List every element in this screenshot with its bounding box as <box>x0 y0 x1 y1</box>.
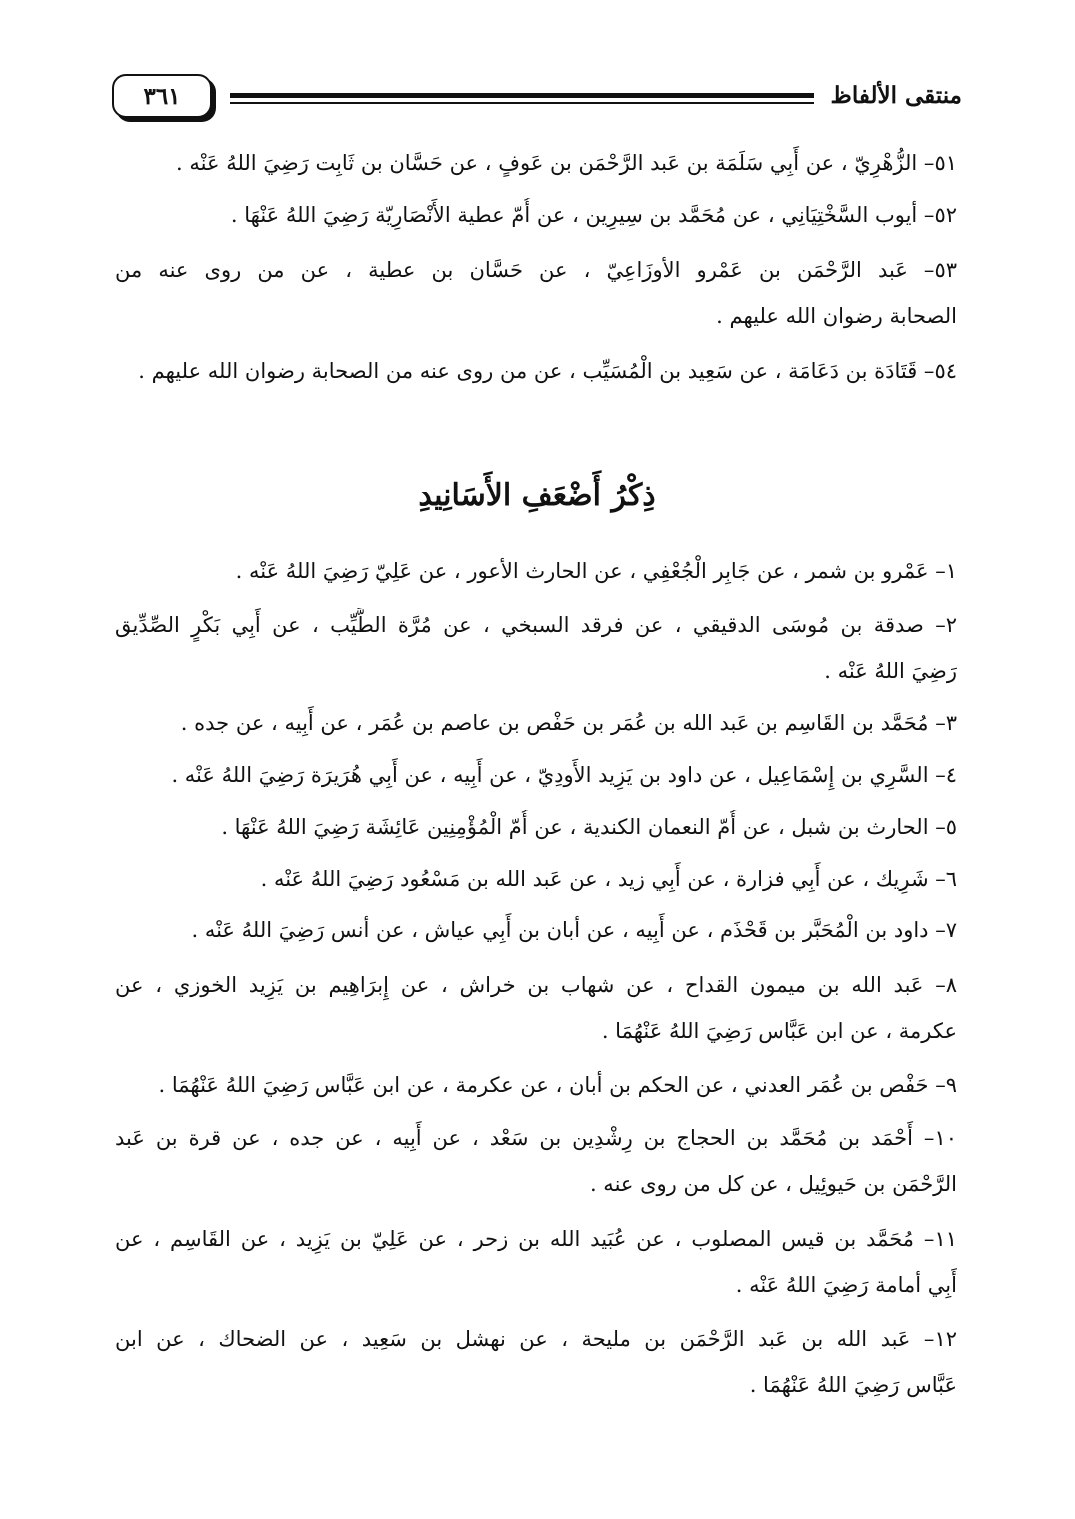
header-rule-thick <box>230 93 814 98</box>
weak-item-11: ١١– مُحَمَّد بن قيس المصلوب ، عن عُبَيد الله بن زحر ، عن عَلِيّ بن يَزِيد ، عن القَاسِم ، عن <box>115 1227 957 1251</box>
list-item-54: ٥٤– قَتَادَة بن دَعَامَة ، عن سَعِيد بن الْمُسَيِّب ، عن من روى عنه من الصحابة رضوان الله عليهم . <box>138 359 957 383</box>
weak-item-10: ١٠– أَحْمَد بن مُحَمَّد بن الحجاج بن رِشْدِين بن سَعْد ، عن أَبِيه ، عن جده ، عن قرة بن عَبد <box>115 1126 957 1150</box>
weak-item-8: ٨– عَبد الله بن ميمون القداح ، عن شهاب بن خراش ، عن إِبرَاهِيم بن يَزِيد الخوزي ، عن <box>115 973 957 997</box>
weak-item-2: ٢– صدقة بن مُوسَى الدقيقي ، عن فرقد السبخي ، عن مُرَّة الطَّيِّب ، عن أَبِي بَكْرٍ الصِّدِّيق <box>115 613 957 637</box>
page-header <box>112 72 962 134</box>
weak-item-10-continued: الرَّحْمَن بن حَيوئِيل ، عن كل من روى عنه . <box>589 1172 957 1196</box>
list-item-51: ٥١– الزُّهْرِيّ ، عن أَبِي سَلَمَة بن عَبد الرَّحْمَن بن عَوفٍ ، عن حَسَّان بن ثَابِت رَضِيَ اللهُ عَنْه . <box>176 151 957 175</box>
list-item-53: ٥٣– عَبد الرَّحْمَن بن عَمْرو الأوزَاعِيّ ، عن حَسَّان بن عطية ، عن من روى عنه من <box>115 258 957 282</box>
page-number: ٣٦١ <box>143 82 181 110</box>
list-item-53-continued: الصحابة رضوان الله عليهم . <box>716 304 957 328</box>
weak-item-6: ٦– شَرِيك ، عن أَبِي فزارة ، عن أَبِي زيد ، عن عَبد الله بن مَسْعُود رَضِيَ اللهُ عَنْه . <box>260 867 957 891</box>
section-title: ذِكْرُ أَضْعَفِ الأَسَانِيدِ <box>418 478 656 513</box>
weak-item-11-continued: أَبِي أمامة رَضِيَ اللهُ عَنْه . <box>735 1273 957 1297</box>
weak-item-12-continued: عَبَّاس رَضِيَ اللهُ عَنْهُمَا . <box>749 1373 957 1397</box>
weak-item-2-continued: رَضِيَ اللهُ عَنْه . <box>824 659 957 683</box>
weak-item-1: ١– عَمْرو بن شمر ، عن جَابِر الْجُعْفِي ، عن الحارث الأعور ، عن عَلِيّ رَضِيَ اللهُ عَنْه . <box>235 559 957 583</box>
weak-item-8-continued: عكرمة ، عن ابن عَبَّاس رَضِيَ اللهُ عَنْهُمَا . <box>601 1019 957 1043</box>
weak-item-3: ٣– مُحَمَّد بن القَاسِم بن عَبد الله بن عُمَر بن حَفْص بن عاصم بن عُمَر ، عن أَبِيه ، عن جده . <box>180 711 957 735</box>
header-rule-thin <box>230 102 814 104</box>
weak-item-9: ٩– حَفْص بن عُمَر العدني ، عن الحكم بن أبان ، عن عكرمة ، عن ابن عَبَّاس رَضِيَ اللهُ عَنْهُمَا . <box>158 1073 957 1097</box>
book-title: منتقى الألفاظ <box>830 82 962 109</box>
weak-item-12: ١٢– عَبد الله بن عَبد الرَّحْمَن بن مليحة ، عن نهشل بن سَعِيد ، عن الضحاك ، عن ابن <box>115 1327 957 1351</box>
weak-item-5: ٥– الحارث بن شبل ، عن أُمّ النعمان الكندية ، عن أُمّ الْمُؤْمِنِين عَائِشَة رَضِيَ اللهُ عَنْهَا . <box>221 815 957 839</box>
header-rule <box>230 93 814 107</box>
page-number-box <box>112 74 212 118</box>
list-item-52: ٥٢– أيوب السَّخْتِيَانِي ، عن مُحَمَّد بن سِيرِين ، عن أُمّ عطية الأَنْصَارِيّة رَضِيَ اللهُ عَنْهَا . <box>230 203 957 227</box>
weak-item-7: ٧– داود بن الْمُحَبَّر بن قَحْذَم ، عن أَبِيه ، عن أبان بن أَبِي عياش ، عن أنس رَضِيَ اللهُ عَنْه . <box>191 918 957 942</box>
weak-item-4: ٤– السَّرِي بن إِسْمَاعِيل ، عن داود بن يَزِيد الأَودِيّ ، عن أَبِيه ، عن أَبِي هُرَيرَة رَضِيَ اللهُ عَنْه . <box>171 763 957 787</box>
